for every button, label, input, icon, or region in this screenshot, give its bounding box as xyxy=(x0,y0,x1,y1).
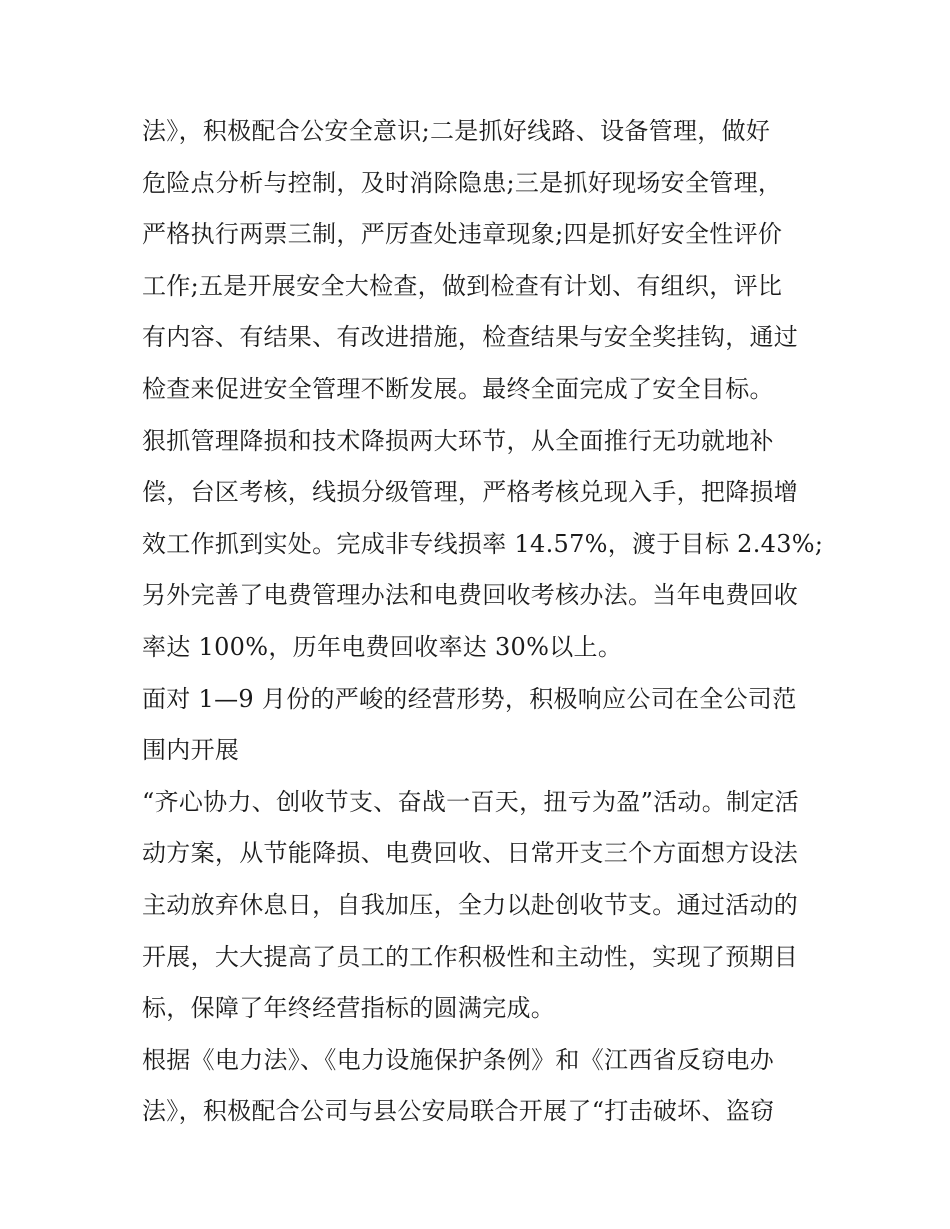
text-line: 偿，台区考核，线损分级管理，严格考核兑现入手，把降损增 xyxy=(142,478,799,507)
text-line: 围内开展 xyxy=(142,736,240,765)
text-line: 严格执行两票三制，严厉查处违章现象;四是抓好安全性评价 xyxy=(142,220,783,249)
text-line: 另外完善了电费管理办法和电费回收考核办法。当年电费回收 xyxy=(142,581,799,610)
text-line: 法》，积极配合公安全意识;二是抓好线路、设备管理，做好 xyxy=(142,117,771,145)
text-line: 检查来促进安全管理不断发展。最终全面完成了安全目标。 xyxy=(142,374,774,403)
text-line: 根据《电力法》、《电力设施保护条例》和《江西省反窃电办 xyxy=(142,1045,775,1074)
text-line: 效工作抓到实处。完成非专线损率 14.57%，渡于目标 2.43%; xyxy=(142,529,824,558)
text-line: 有内容、有结果、有改进措施，检查结果与安全奖挂钩，通过 xyxy=(142,323,799,352)
text-line: 率达 100%，历年电费回收率达 30%以上。 xyxy=(142,632,623,661)
document-body xyxy=(142,106,822,1138)
text-line: 开展，大大提高了员工的工作积极性和主动性，实现了预期目 xyxy=(142,942,799,971)
text-line: 面对 1—9 月份的严峻的经营形势，积极响应公司在全公司范 xyxy=(142,684,797,713)
text-line: 动方案，从节能降损、电费回收、日常开支三个方面想方设法 xyxy=(142,839,799,868)
text-line: 危险点分析与控制，及时消除隐患;三是抓好现场安全管理， xyxy=(142,168,783,197)
text-line: 法》，积极配合公司与县公安局联合开展了“打击破坏、盗窃 xyxy=(142,1097,775,1126)
text-line: 狠抓管理降损和技术降损两大环节，从全面推行无功就地补 xyxy=(142,426,774,455)
text-line: 工作;五是开展安全大检查，做到检查有计划、有组织，评比 xyxy=(142,271,783,300)
text-line: “齐心协力、创收节支、奋战一百天，扭亏为盈”活动。制定活 xyxy=(142,787,799,816)
text-line: 标，保障了年终经营指标的圆满完成。 xyxy=(142,994,556,1023)
text-line: 主动放弃休息日，自我加压，全力以赴创收节支。通过活动的 xyxy=(142,890,799,919)
